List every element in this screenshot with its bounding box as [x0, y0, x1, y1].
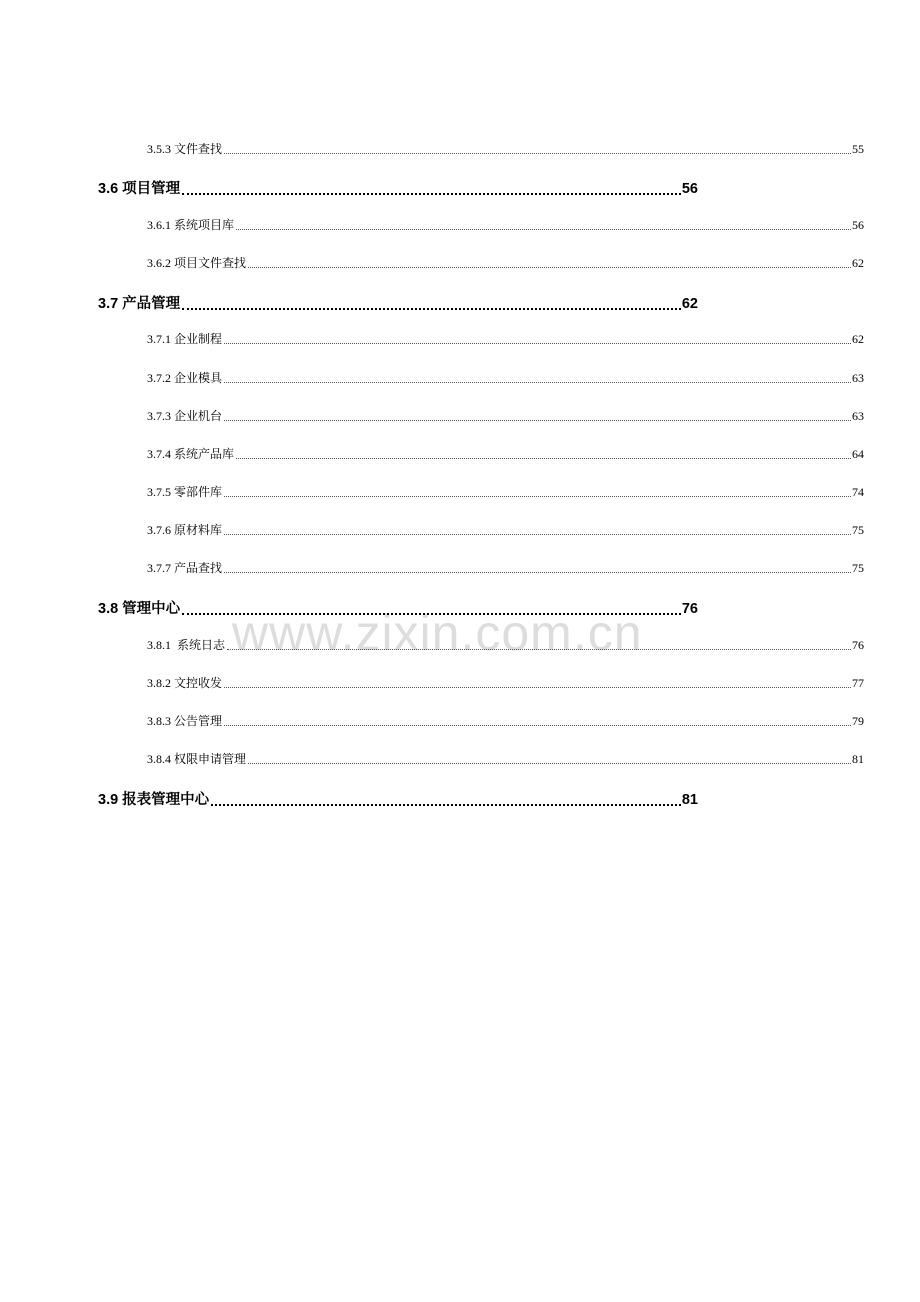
toc-page-number: 62	[852, 256, 864, 270]
watermark: www.zixin.com.cn	[232, 605, 643, 661]
toc-label: 3.8.2 文控收发	[147, 676, 223, 690]
toc-entry-3-7-2[interactable]	[147, 369, 864, 386]
dot-leader	[227, 648, 851, 650]
dot-leader	[224, 724, 851, 726]
dot-leader	[224, 342, 851, 344]
toc-page-number: 76	[852, 638, 864, 652]
dot-leader	[224, 381, 851, 383]
toc-entry-3-7-3[interactable]	[147, 407, 864, 424]
dot-leader	[224, 533, 851, 535]
toc-entry-3-7[interactable]	[98, 292, 698, 313]
toc-label: 3.7.6 原材料库	[147, 523, 223, 537]
dot-leader	[224, 152, 851, 154]
dot-leader	[182, 306, 681, 310]
toc-entry-3-6-2[interactable]	[147, 254, 864, 271]
toc-page-number: 62	[681, 296, 698, 312]
toc-page-number: 76	[681, 601, 698, 617]
toc-page-number: 56	[681, 181, 698, 197]
toc-label: 3.7.3 企业机台	[147, 409, 223, 423]
toc-entry-3-6[interactable]	[98, 177, 698, 198]
toc-page-number: 81	[681, 792, 698, 808]
toc-label: 3.6.1 系统项目库	[147, 218, 235, 232]
toc-entry-3-8-3[interactable]	[147, 712, 864, 729]
toc-entry-3-6-1[interactable]	[147, 216, 864, 233]
toc-entry-3-8-4[interactable]	[147, 750, 864, 767]
toc-entry-3-5-3[interactable]	[147, 140, 864, 157]
dot-leader	[224, 686, 851, 688]
toc-label: 3.8.3 公告管理	[147, 714, 223, 728]
toc-entry-3-7-4[interactable]	[147, 445, 864, 462]
toc-page-number: 62	[852, 332, 864, 346]
toc-page-number: 77	[852, 676, 864, 690]
toc-page-number: 75	[852, 523, 864, 537]
toc-label: 3.7 产品管理	[98, 296, 181, 312]
toc-label: 3.6.2 项目文件查找	[147, 256, 247, 270]
toc-label: 3.7.2 企业模具	[147, 371, 223, 385]
dot-leader	[182, 611, 681, 615]
dot-leader	[236, 457, 851, 459]
dot-leader	[236, 228, 851, 230]
toc-page-number: 63	[852, 371, 864, 385]
toc-entry-3-7-6[interactable]	[147, 521, 864, 538]
toc-entry-3-8-2[interactable]	[147, 674, 864, 691]
dot-leader	[224, 571, 851, 573]
toc-entry-3-9[interactable]	[98, 788, 698, 809]
dot-leader	[248, 266, 851, 268]
toc-label: 3.7.4 系统产品库	[147, 447, 235, 461]
toc-label: 3.8.1 系统日志	[147, 638, 226, 652]
toc-entry-3-8-1[interactable]	[147, 636, 864, 653]
toc-page-number: 56	[852, 218, 864, 232]
toc-entry-3-7-7[interactable]	[147, 559, 864, 576]
toc-page-number: 81	[852, 752, 864, 766]
toc-page-number: 79	[852, 714, 864, 728]
toc-page-number: 55	[852, 142, 864, 156]
toc-page-number: 63	[852, 409, 864, 423]
dot-leader	[182, 191, 681, 195]
toc-label: 3.7.5 零部件库	[147, 485, 223, 499]
dot-leader	[248, 762, 851, 764]
toc-label: 3.6 项目管理	[98, 181, 181, 197]
toc-label: 3.7.1 企业制程	[147, 332, 223, 346]
toc-page-number: 75	[852, 561, 864, 575]
toc-entry-3-7-5[interactable]	[147, 483, 864, 500]
toc-entry-3-8[interactable]	[98, 597, 698, 618]
toc-label: 3.8 管理中心	[98, 601, 181, 617]
toc-label: 3.5.3 文件查找	[147, 142, 223, 156]
dot-leader	[224, 495, 851, 497]
toc-label: 3.9 报表管理中心	[98, 792, 210, 808]
toc-entry-3-7-1[interactable]	[147, 330, 864, 347]
dot-leader	[211, 802, 681, 806]
toc-label: 3.8.4 权限申请管理	[147, 752, 247, 766]
dot-leader	[224, 419, 851, 421]
toc-page-number: 64	[852, 447, 864, 461]
toc-page-number: 74	[852, 485, 864, 499]
toc-label: 3.7.7 产品查找	[147, 561, 223, 575]
